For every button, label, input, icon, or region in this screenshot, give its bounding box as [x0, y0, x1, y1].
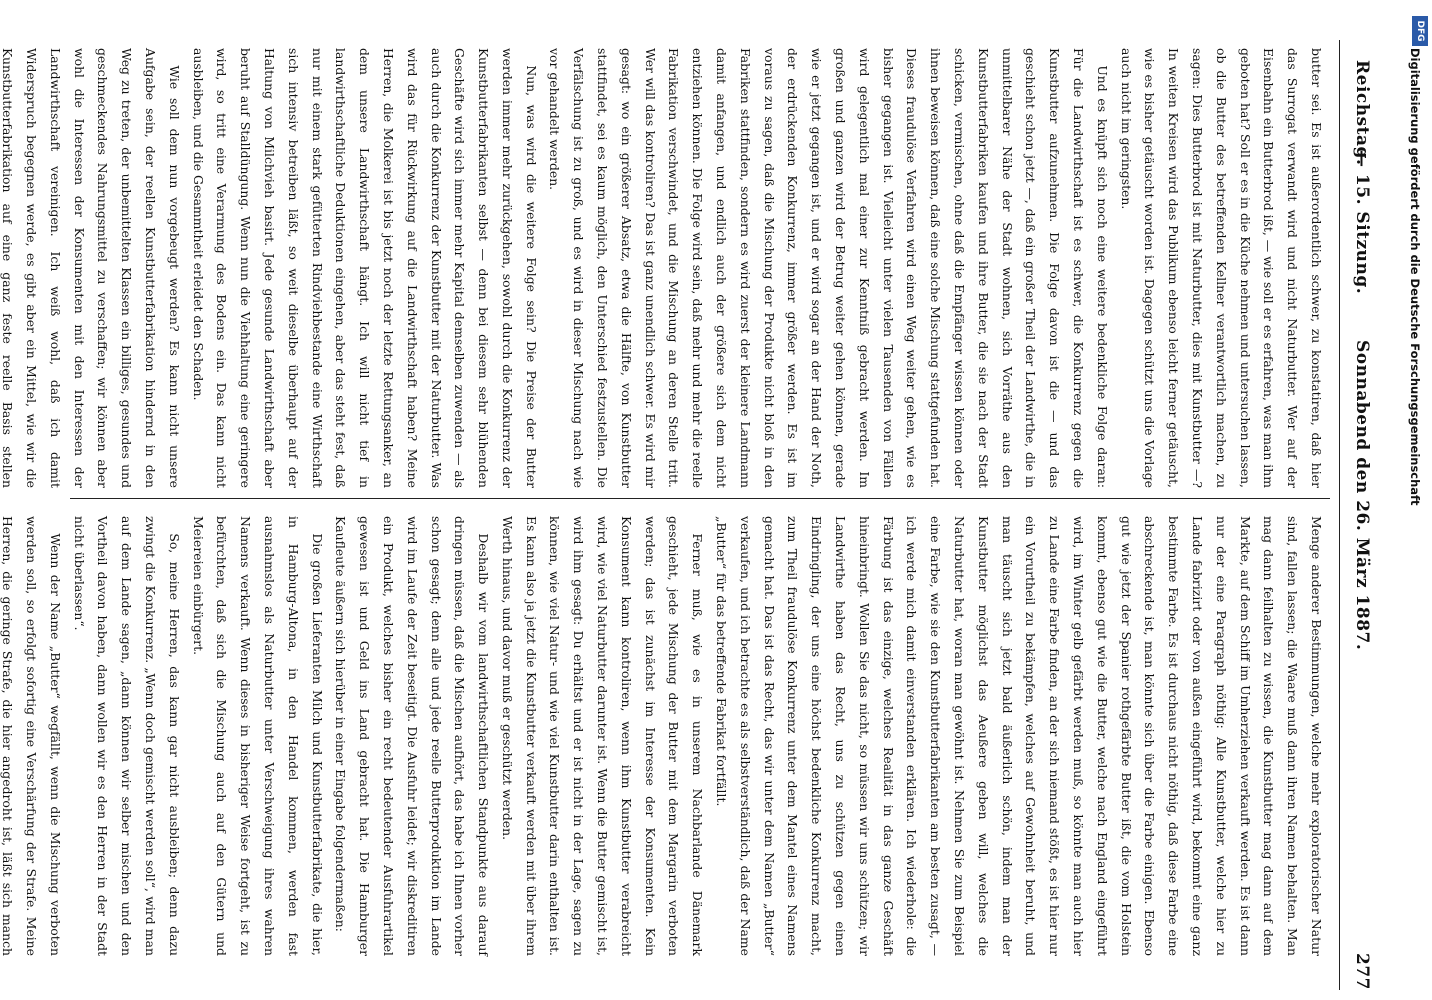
dfg-logo [1412, 16, 1428, 46]
quotation: Die großen Lieferanten Milch und Kunstbutterfabrikate, die hier, in Hamburg-Altona, in den Handel kommen, werden fast ausnahmslos als Naturbutter unter Verschweigung ihres wahren Namens verkauft. Wenn dieses in bisheriger Weise fortgeht, ist zu befürchten, daß sich die Mischung auch auf den Gütern und Meiereien einbürgert. [190, 516, 325, 956]
left-column [0, 48, 1328, 488]
right-column [0, 516, 1328, 956]
paragraph: Und es knüpft sich noch eine weitere bedenkliche Folge daran: Für die Landwirthschaft ist es schwer, die Konkurrenz gegen die Kunstbutter aufzunehmen. Die Folge davon ist die — und das geschieht schon jetzt —, daß ein großer Theil der Landwirthe, die in unmittelbarer Nähe der Stadt wohnen, sich Vorräthe aus den Kunstbutterfabriken kaufen und ihre Butter, die sie nach der Stadt schicken, vermischen, ohne daß die Empfänger wissen können oder ihnen beweisen können, daß eine solche Mischung stattgefunden hat. Dieses fraudulöse Verfahren wird einen Weg weiter gehen, wie es bisher gegangen ist. Vielleicht unter vielen Tausenden von Fällen wird gelegentlich mal einer zur Kenntniß gebracht werden. Im großen und ganzen wird der Betrug weiter gehen können, gerade wie er jetzt gegangen ist, und er wird sogar an der Hand der Noth, der erdrückenden Konkurrenz, immer größer werden. Es ist im voraus zu sagen, daß die Mischung der Produkte nicht bloß in den Fabriken stattfinden, sondern es wird zuerst der kleinere Landmann damit anfangen, und endlich auch der größere sich dem nicht entziehen können. Die Folge wird sein, daß mehr und mehr die reelle Fabrikation verschwindet, und die Mischung an deren Stelle tritt. Wer will das kontroliren? Das ist ganz unendlich schwer. Es wird mir gesagt: wo ein größerer Absatz, etwa die Hälfte, von Kunstbutter stattfindet, sei es kaum möglich, den Unterschied festzustellen. Die Verfälschung ist zu groß, und es wird in dieser Mischung nach wie vor gehandelt werden. [547, 48, 1110, 488]
paragraph: Wenn der Name „Butter“ wegfällt, wenn die Mischung verboten werden soll, so erfolgt sofortig eine Verschärfung der Strafe. Meine Herren, die geringe Strafe, die hier angedroht ist, läßt sich manch [0, 516, 63, 956]
paragraph: Ferner muß, wie es in unserem Nachbarlande Dänemark geschieht, jede Mischung der Butter mit dem Margarin verboten werden; das ist zunächst im Interesse der Konsumenten. Kein Konsument kann kontroliren, wenn ihm Kunstbutter verabreicht wird, wie viel Naturbutter darunter ist. Wenn die Butter gemischt ist, wird ihm gesagt: Du erhältst und er ist nicht in der Lage, sagen zu können, wie viel Natur- und wie viel Kunstbutter darin enthalten ist. Es kann also ja jetzt die Kunstbutter verkauft werden mit über ihrem Werth hinaus, und davor muß er geschützt werden. [499, 516, 706, 956]
header-rule [1339, 40, 1340, 990]
paragraph: Nun, was wird die weitere Folge sein? Die Preise der Butter werden immer mehr zurückgehen, sowohl durch die Konkurrenz der Kunstbutterfabrikanten selbst — denn bei diesem sehr blühenden Geschäfte wird sich immer mehr Kapital demselben zuwenden — als auch durch die Konkurrenz der Kunstbutter mit der Naturbutter. Was wird das für Rückwirkung auf die Landwirthschaft haben? Meine Herren, die Molkerei ist bis jetzt noch der letzte Rettungsanker, an dem unsere Landwirthschaft hängt. Ich will nicht tief in landwirthschaftliche Deduktionen eingehen, aber das steht fest, daß nur mit einem stark gefütterten Rindviehbestande eine Wirthschaft sich intensiv betreiben läßt, so weit dieselbe überhaupt auf der Haltung von Milchvieh basirt. Jede gesunde Landwirthschaft aber beruht auf Stalldüngung. Wenn nun die Viehhaltung eine geringere wird, so tritt eine Verarmung des Bodens ein. Das kann nicht ausbleiben, und die Gesammtheit erleidet den Schaden. [190, 48, 539, 488]
digitization-credit: Digitalisierung gefördert durch die Deutsche Forschungsgemeinschaft [1408, 48, 1422, 506]
paragraph: butter sei. Es ist außerordentlich schwer, zu konstatiren, daß hier das Surrogat verwandt wird und nicht Naturbutter. Wer auf der Eisenbahn ein Butterbrod ißt, — wie soll er es erfahren, was man ihm geboten hat? Soll er es in die Küche nehmen und untersuchen lassen, ob die Butter des betreffenden Kellner verantwortlich machen, zu sagen: Dies Butterbrod ist mit Naturbutter, dies mit Kunstbutter —? In weiten Kreisen wird das Publikum ebenso leicht ferner getäuscht, wie es bisher getäuscht worden ist. Dagegen schützt uns die Vorlage auch nicht im geringsten. [1118, 48, 1324, 488]
header-session: — 15. Sitzung. [1352, 150, 1372, 295]
header-folio: Reichstag. [1352, 60, 1372, 166]
page-number: 277 [1352, 953, 1372, 990]
digitization-sidebar [1406, 12, 1428, 1000]
header-date: Sonnabend den 26. März 1887. [1352, 340, 1372, 651]
running-header [1342, 0, 1372, 1000]
column-divider [70, 498, 1330, 499]
paragraph: Deshalb wir vom landwirthschaftlichen Standpunkte aus darauf dringen müssen, daß die Mischen aufhört, das habe ich Ihnen vorher schon gesagt; denn alle und jede reelle Butterproduktion im Lande wird im Laufe der Zeit beseitigt. Die Ausfuhr leidet; wir diskreditiren ein Produkt, welches bisher ein recht bedeutender Ausfuhrartikel gewesen ist und Geld ins Land gebracht hat. Die Hamburger Kaufleute äußern sich hierüber in einer Eingabe folgendermaßen: [333, 516, 492, 956]
paragraph: Menge anderer Bestimmungen, welche mehr exploratorischer Natur sind, fallen lassen; die Waare muß dann ihren Namen behalten. Man mag dann feilhalten zu wissen, die Kunstbutter mag dann auf dem Markte, auf dem Schiff im Umherziehen verkauft werden. Es ist dann nur der eine Paragraph nöthig: Alle Kunstbutter, welche hier zu Lande fabrizirt oder von außen eingeführt wird, bekommt eine ganz bestimmte Farbe. Es ist durchaus nicht nöthig, daß diese Farbe eine abschreckende ist, man könnte sich über die Farbe einigen. Ebenso gut wie jetzt der Spanier rothgefärbte Butter ißt, die vom Holstein kommt, ebenso gut wie die Butter, welche nach England eingeführt wird, im Winter gelb gefärbt werden muß, so könnte man auch hier zu Lande eine Farbe finden, an der sich niemand stößt, es ist hier nur ein Vorurtheil zu bekämpfen, welches auf Gewohnheit beruht, und man täuscht sich jetzt bald äußerlich schön, indem man der Kunstbutter möglichst das Aeußere geben will, welches die Naturbutter hat, woran man gewöhnt ist. Nehmen Sie zum Beispiel eine Farbe, wie sie den Kunstbutterfabrikanten am besten zusagt, — ich werde mich damit einverstanden erklären. Ich wiederhole: die Färbung ist das einzige, welches Realität in das ganze Geschäft hineinbringt. Wollen Sie das nicht, so müssen wir uns schützen; wir Landwirthe haben das Recht, uns zu schützen gegen einen Eindringling, der uns eine höchst bedenkliche Konkurrenz macht, zum Theil fraudulöse Konkurrenz unter dem Mantel eines Namens gemacht hat. Das ist das Recht, das wir unter dem Namen „Butter“ verkaufen, und ich betrachte es als selbstverständlich, daß der Name „Butter“ für das betreffende Fabrikat fortfällt. [714, 516, 1324, 956]
paragraph: So, meine Herren, das kann gar nicht ausbleiben; denn dazu zwingt die Konkurrenz. „Wenn doch gemischt werden soll“, wird man auf dem Lande sagen, „dann können wir selber mischen und den Vortheil davon haben, dann wollen wir es den Herren in der Stadt nicht überlassen“. [71, 516, 182, 956]
paragraph: Wie soll dem nun vorgebeugt werden? Es kann nicht unsere Aufgabe sein, der reellen Kunstbutterfabrikation hindernd in den Weg zu treten, der unbemittelten Klassen ein billiges, gesundes und geschmeckendes Nahrungsmittel zu verschaffen; wir können aber wohl die Interessen der Konsumenten mit den Interessen der Landwirthschaft vereinigen. Ich weiß wohl, daß ich damit Widerspruch begegnen werde, es gibt aber ein Mittel, wie wir die Kunstbutterfabrikation auf eine ganz feste reelle Basis stellen [0, 48, 182, 488]
dfg-logo-text: DFG [1415, 20, 1425, 42]
